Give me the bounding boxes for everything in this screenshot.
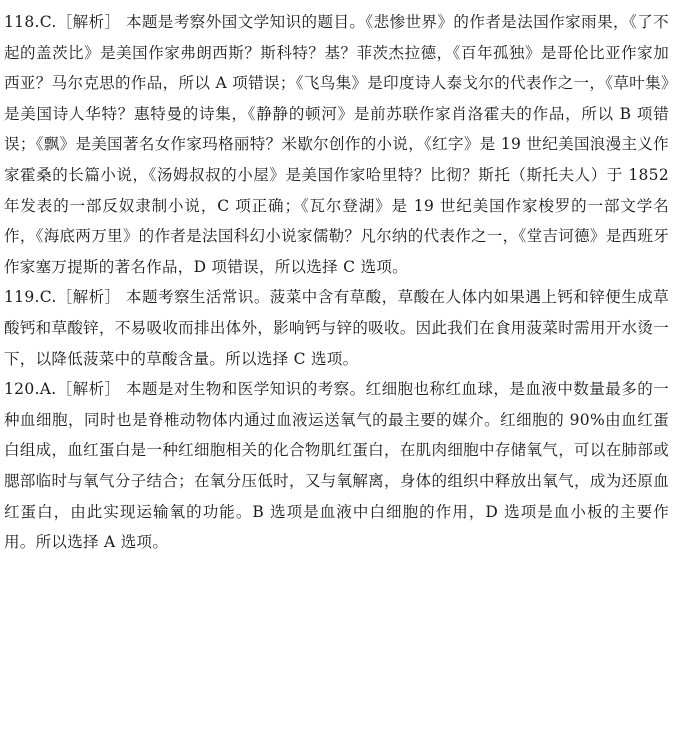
answer-explanation: 本题是对生物和医学知识的考察。红细胞也称红血球，是血液中数量最多的一种血细胞，同时也是脊椎动物体内通过血液运送氧气的最主要的媒介。红细胞的 90%由血红蛋白组成，血红蛋白是一种红细胞相关的化合物肌红蛋白，在肌肉细胞中存储氧气，可以在肺部或腮部临时与氧气分子结合；在氧分压低时，又与氧解离，身体的组织中释放出氧气，成为还原血红蛋白，由此实现运输氧的功能。B 选项是血液中白细胞的作用，D 选项是血小板的主要作用。所以选择 A 选项。 (4, 380, 669, 552)
answer-number: 120.A. (4, 380, 57, 399)
analysis-tag: ［解析］ (56, 13, 121, 31)
answer-118 (4, 7, 669, 282)
analysis-tag: ［解析］ (56, 288, 121, 307)
answer-explanation: 本题考察生活常识。菠菜中含有草酸，草酸在人体内如果遇上钙和锌便生成草酸钙和草酸锌，不易吸收而排出体外，影响钙与锌的吸收。因此我们在食用菠菜时需用开水烫一下，以降低菠菜中的草酸含量。所以选择 C 选项。 (4, 288, 669, 368)
answer-119 (4, 282, 669, 374)
answer-number: 119.C. (4, 288, 57, 307)
answer-explanation: 本题是考察外国文学知识的题目。《悲惨世界》的作者是法国作家雨果，《了不起的盖茨比》是美国作家弗朗西斯？斯科特？基？菲茨杰拉德，《百年孤独》是哥伦比亚作家加西亚？马尔克思的作品，所以 A 项错误；《飞鸟集》是印度诗人泰戈尔的代表作之一，《草叶集》是美国诗人华特？惠特曼的诗集，《静静的顿河》是前苏联作家肖洛霍夫的作品，所以 B 项错误；《飘》是美国著名女作家玛格丽特？米歇尔创作的小说，《红字》是 19 世纪美国浪漫主义作家霍桑的长篇小说，《汤姆叔叔的小屋》是美国作家哈里特？比彻？斯托（斯托夫人）于 1852 年发表的一部反奴隶制小说，C 项正确；《瓦尔登湖》是 19 世纪美国作家梭罗的一部文学名作，《海底两万里》的作者是法国科幻小说家儒勒？凡尔纳的代表作之一，《堂吉诃德》是西班牙作家塞万提斯的著名作品，D 项错误，所以选择 C 选项。 (4, 13, 669, 276)
analysis-tag: ［解析］ (56, 380, 121, 399)
answer-120 (4, 374, 669, 558)
answer-number: 118.C. (4, 13, 57, 31)
